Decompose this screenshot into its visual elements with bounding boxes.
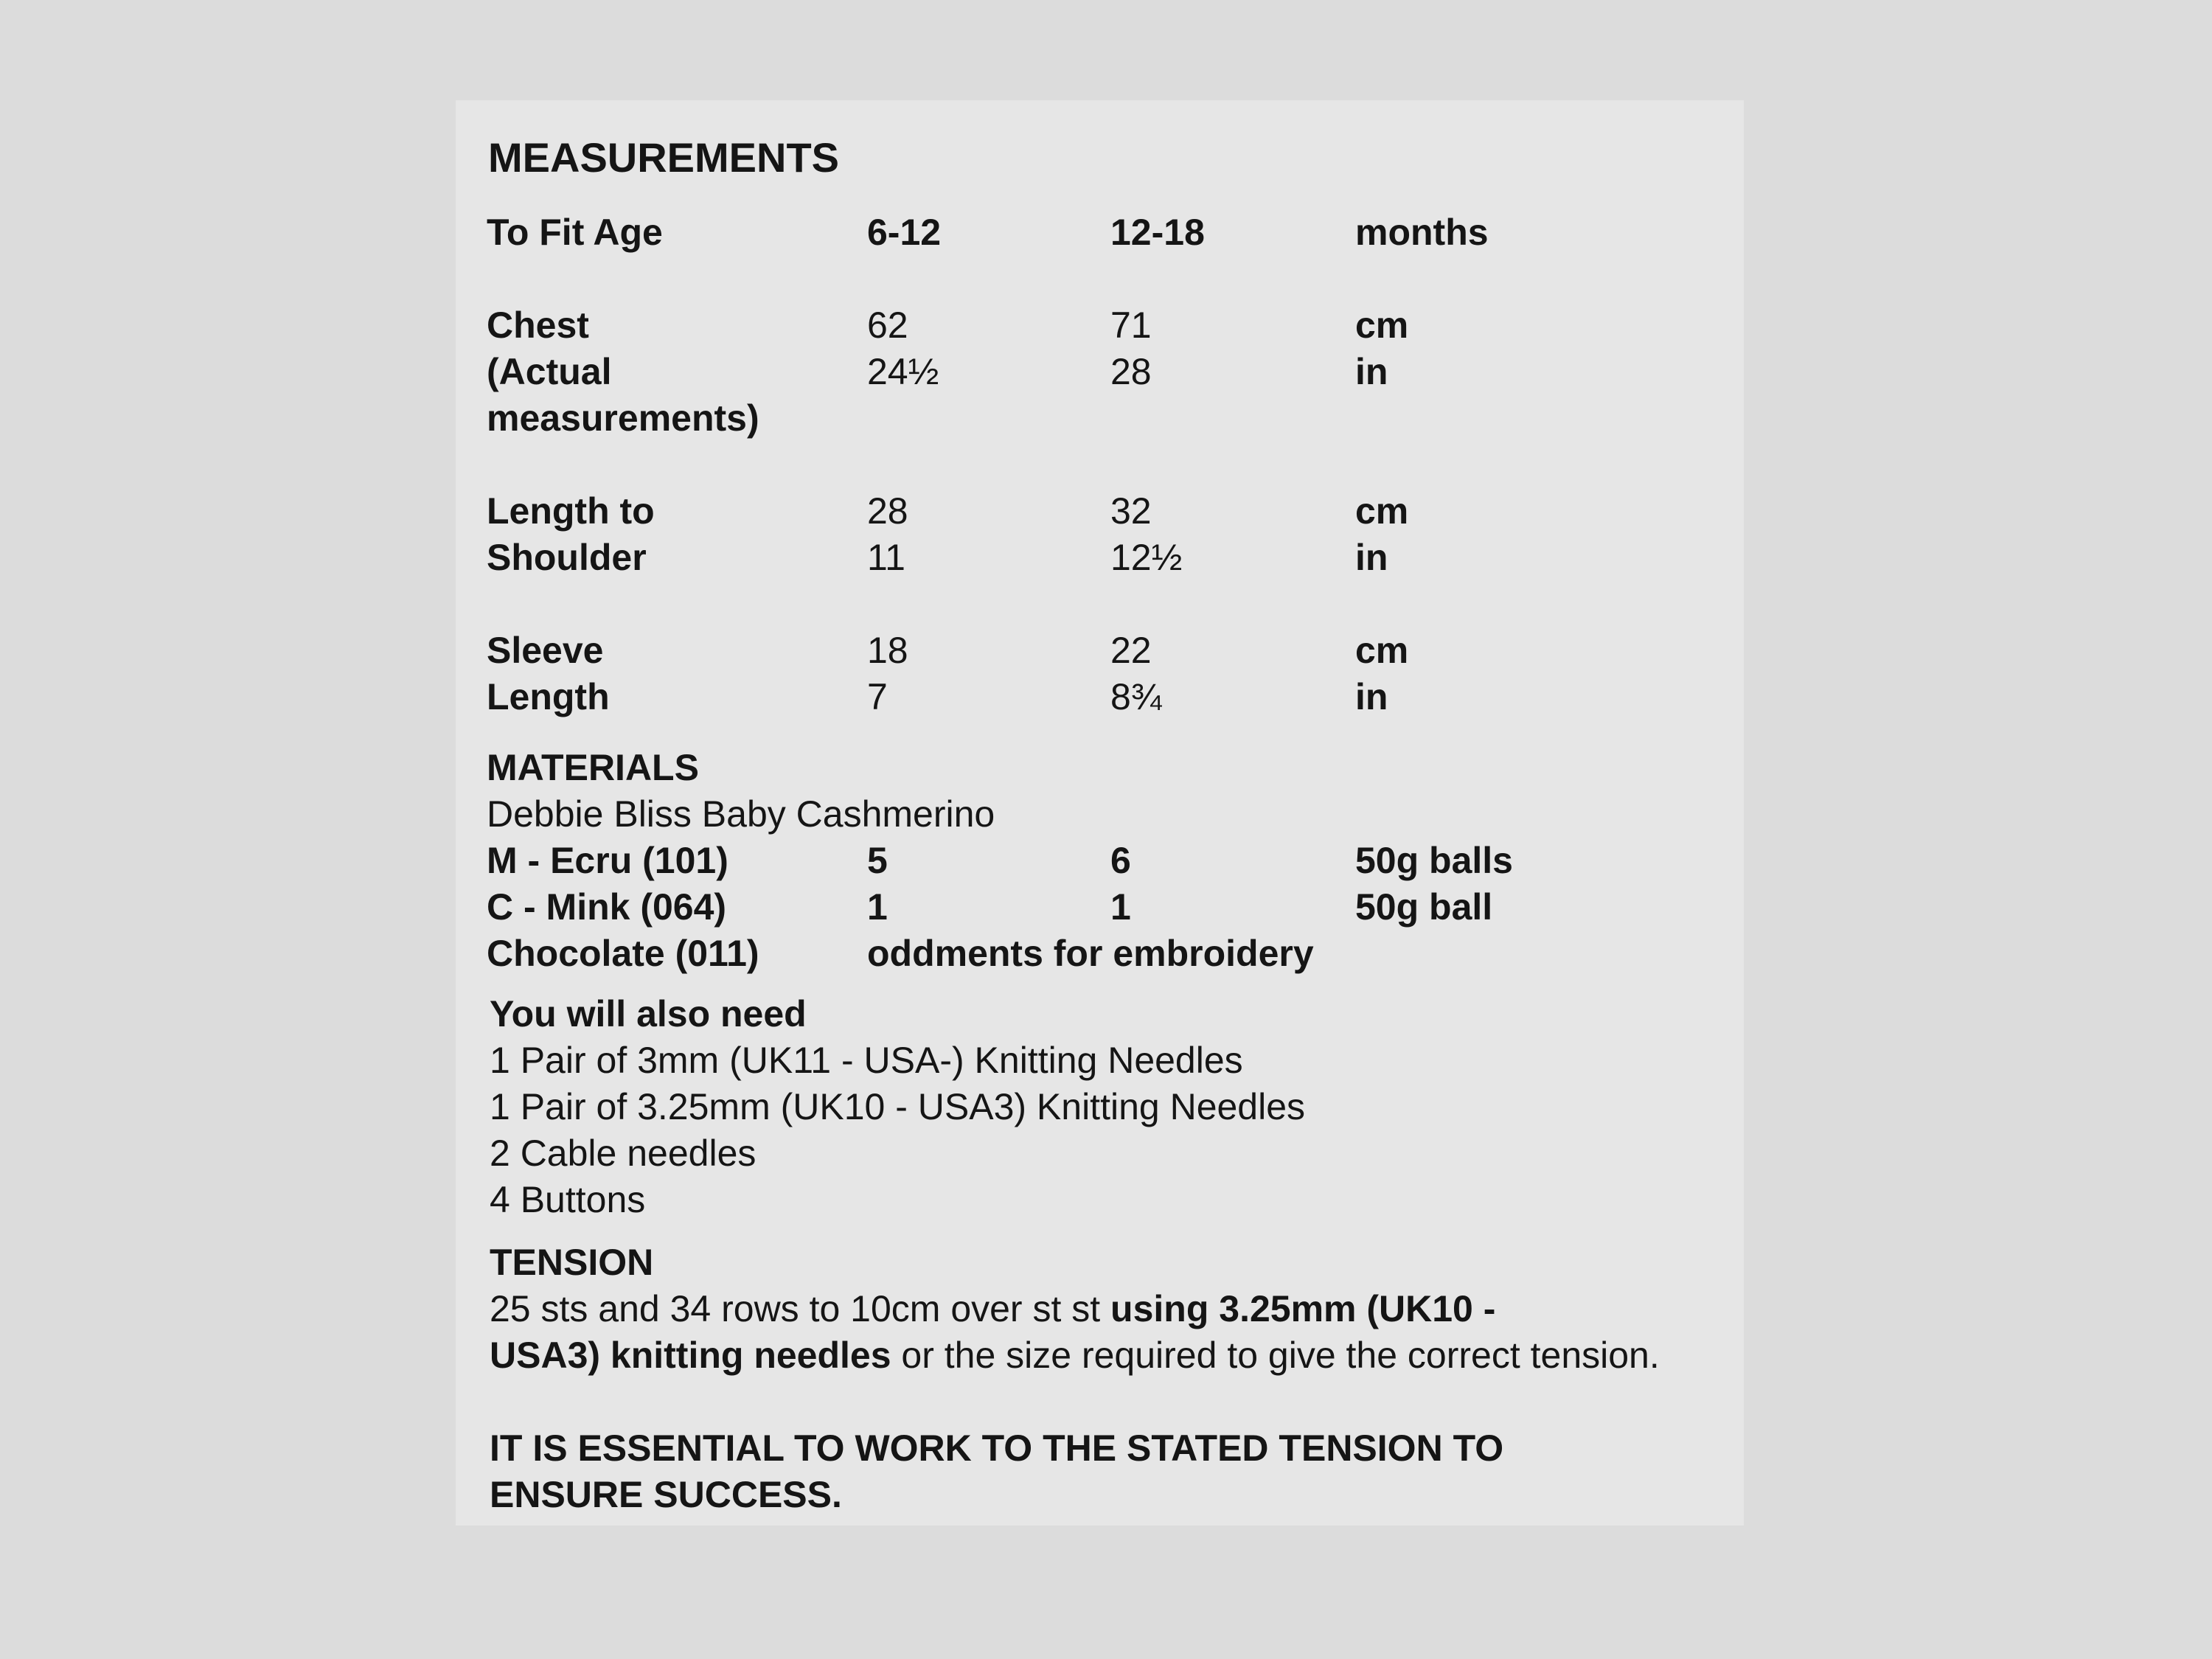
tension-needle-size: using 3.25mm (UK10 -: [1110, 1288, 1496, 1329]
chest-in-size1: 24½: [867, 351, 939, 392]
also-need-item: 4 Buttons: [490, 1179, 646, 1220]
chest-cm-size2: 71: [1110, 305, 1152, 346]
fit-age-size2: 12-18: [1110, 212, 1205, 253]
sleeve-in-unit: in: [1355, 676, 1388, 717]
tension-heading: TENSION: [490, 1242, 654, 1283]
also-need-item: 1 Pair of 3mm (UK11 - USA-) Knitting Needles: [490, 1040, 1243, 1081]
length-cm-size1: 28: [867, 490, 908, 532]
length-in-size1: 11: [867, 537, 905, 578]
sleeve-label-line: Sleeve: [487, 630, 604, 671]
chest-in-unit: in: [1355, 351, 1388, 392]
material-unit: 50g ball: [1355, 886, 1493, 928]
chest-cm-size1: 62: [867, 305, 908, 346]
also-need-item: 2 Cable needles: [490, 1133, 757, 1174]
tension-line-1: [490, 1290, 1495, 1327]
chest-in-size2: 28: [1110, 351, 1152, 392]
tension-line-2: [490, 1337, 1660, 1374]
sleeve-in-size2: 8¾: [1110, 676, 1162, 717]
material-size2: 6: [1110, 840, 1131, 881]
also-need-item: 1 Pair of 3.25mm (UK10 - USA3) Knitting Needles: [490, 1086, 1306, 1127]
sleeve-label-line: Length: [487, 676, 610, 717]
tension-text: or the size required to give the correct tension.: [891, 1335, 1660, 1376]
length-label-line: Length to: [487, 490, 655, 532]
length-in-unit: in: [1355, 537, 1388, 578]
yarn-name: Debbie Bliss Baby Cashmerino: [487, 793, 995, 835]
material-label: M - Ecru (101): [487, 840, 728, 881]
material-size1: 5: [867, 840, 888, 881]
sleeve-cm-unit: cm: [1355, 630, 1409, 671]
fit-age-size1: 6-12: [867, 212, 942, 253]
chest-cm-unit: cm: [1355, 305, 1409, 346]
fit-age-unit: months: [1355, 212, 1489, 253]
length-in-size2: 12½: [1110, 537, 1183, 578]
length-label-line: Shoulder: [487, 537, 647, 578]
fit-age-label: To Fit Age: [487, 212, 663, 253]
tension-needle-size: USA3) knitting needles: [490, 1335, 891, 1376]
tension-text: 25 sts and 34 rows to 10cm over st st: [490, 1288, 1111, 1329]
chest-label-line: (Actual: [487, 351, 612, 392]
chocolate-note: oddments for embroidery: [867, 933, 1314, 974]
sleeve-cm-size1: 18: [867, 630, 908, 671]
chest-label-line: Chest: [487, 305, 589, 346]
material-label: C - Mink (064): [487, 886, 727, 928]
material-unit: 50g balls: [1355, 840, 1513, 881]
essential-note-line: IT IS ESSENTIAL TO WORK TO THE STATED TENSION TO: [490, 1427, 1504, 1469]
length-cm-size2: 32: [1110, 490, 1152, 532]
sleeve-in-size1: 7: [867, 676, 888, 717]
measurements-heading: MEASUREMENTS: [488, 134, 840, 181]
essential-note-line: ENSURE SUCCESS.: [490, 1474, 842, 1515]
chocolate-label: Chocolate (011): [487, 933, 759, 974]
length-cm-unit: cm: [1355, 490, 1409, 532]
sleeve-cm-size2: 22: [1110, 630, 1152, 671]
materials-heading: MATERIALS: [487, 747, 699, 788]
material-size1: 1: [867, 886, 888, 928]
also-need-heading: You will also need: [490, 993, 807, 1034]
chest-label-line: measurements): [487, 397, 759, 439]
material-size2: 1: [1110, 886, 1131, 928]
